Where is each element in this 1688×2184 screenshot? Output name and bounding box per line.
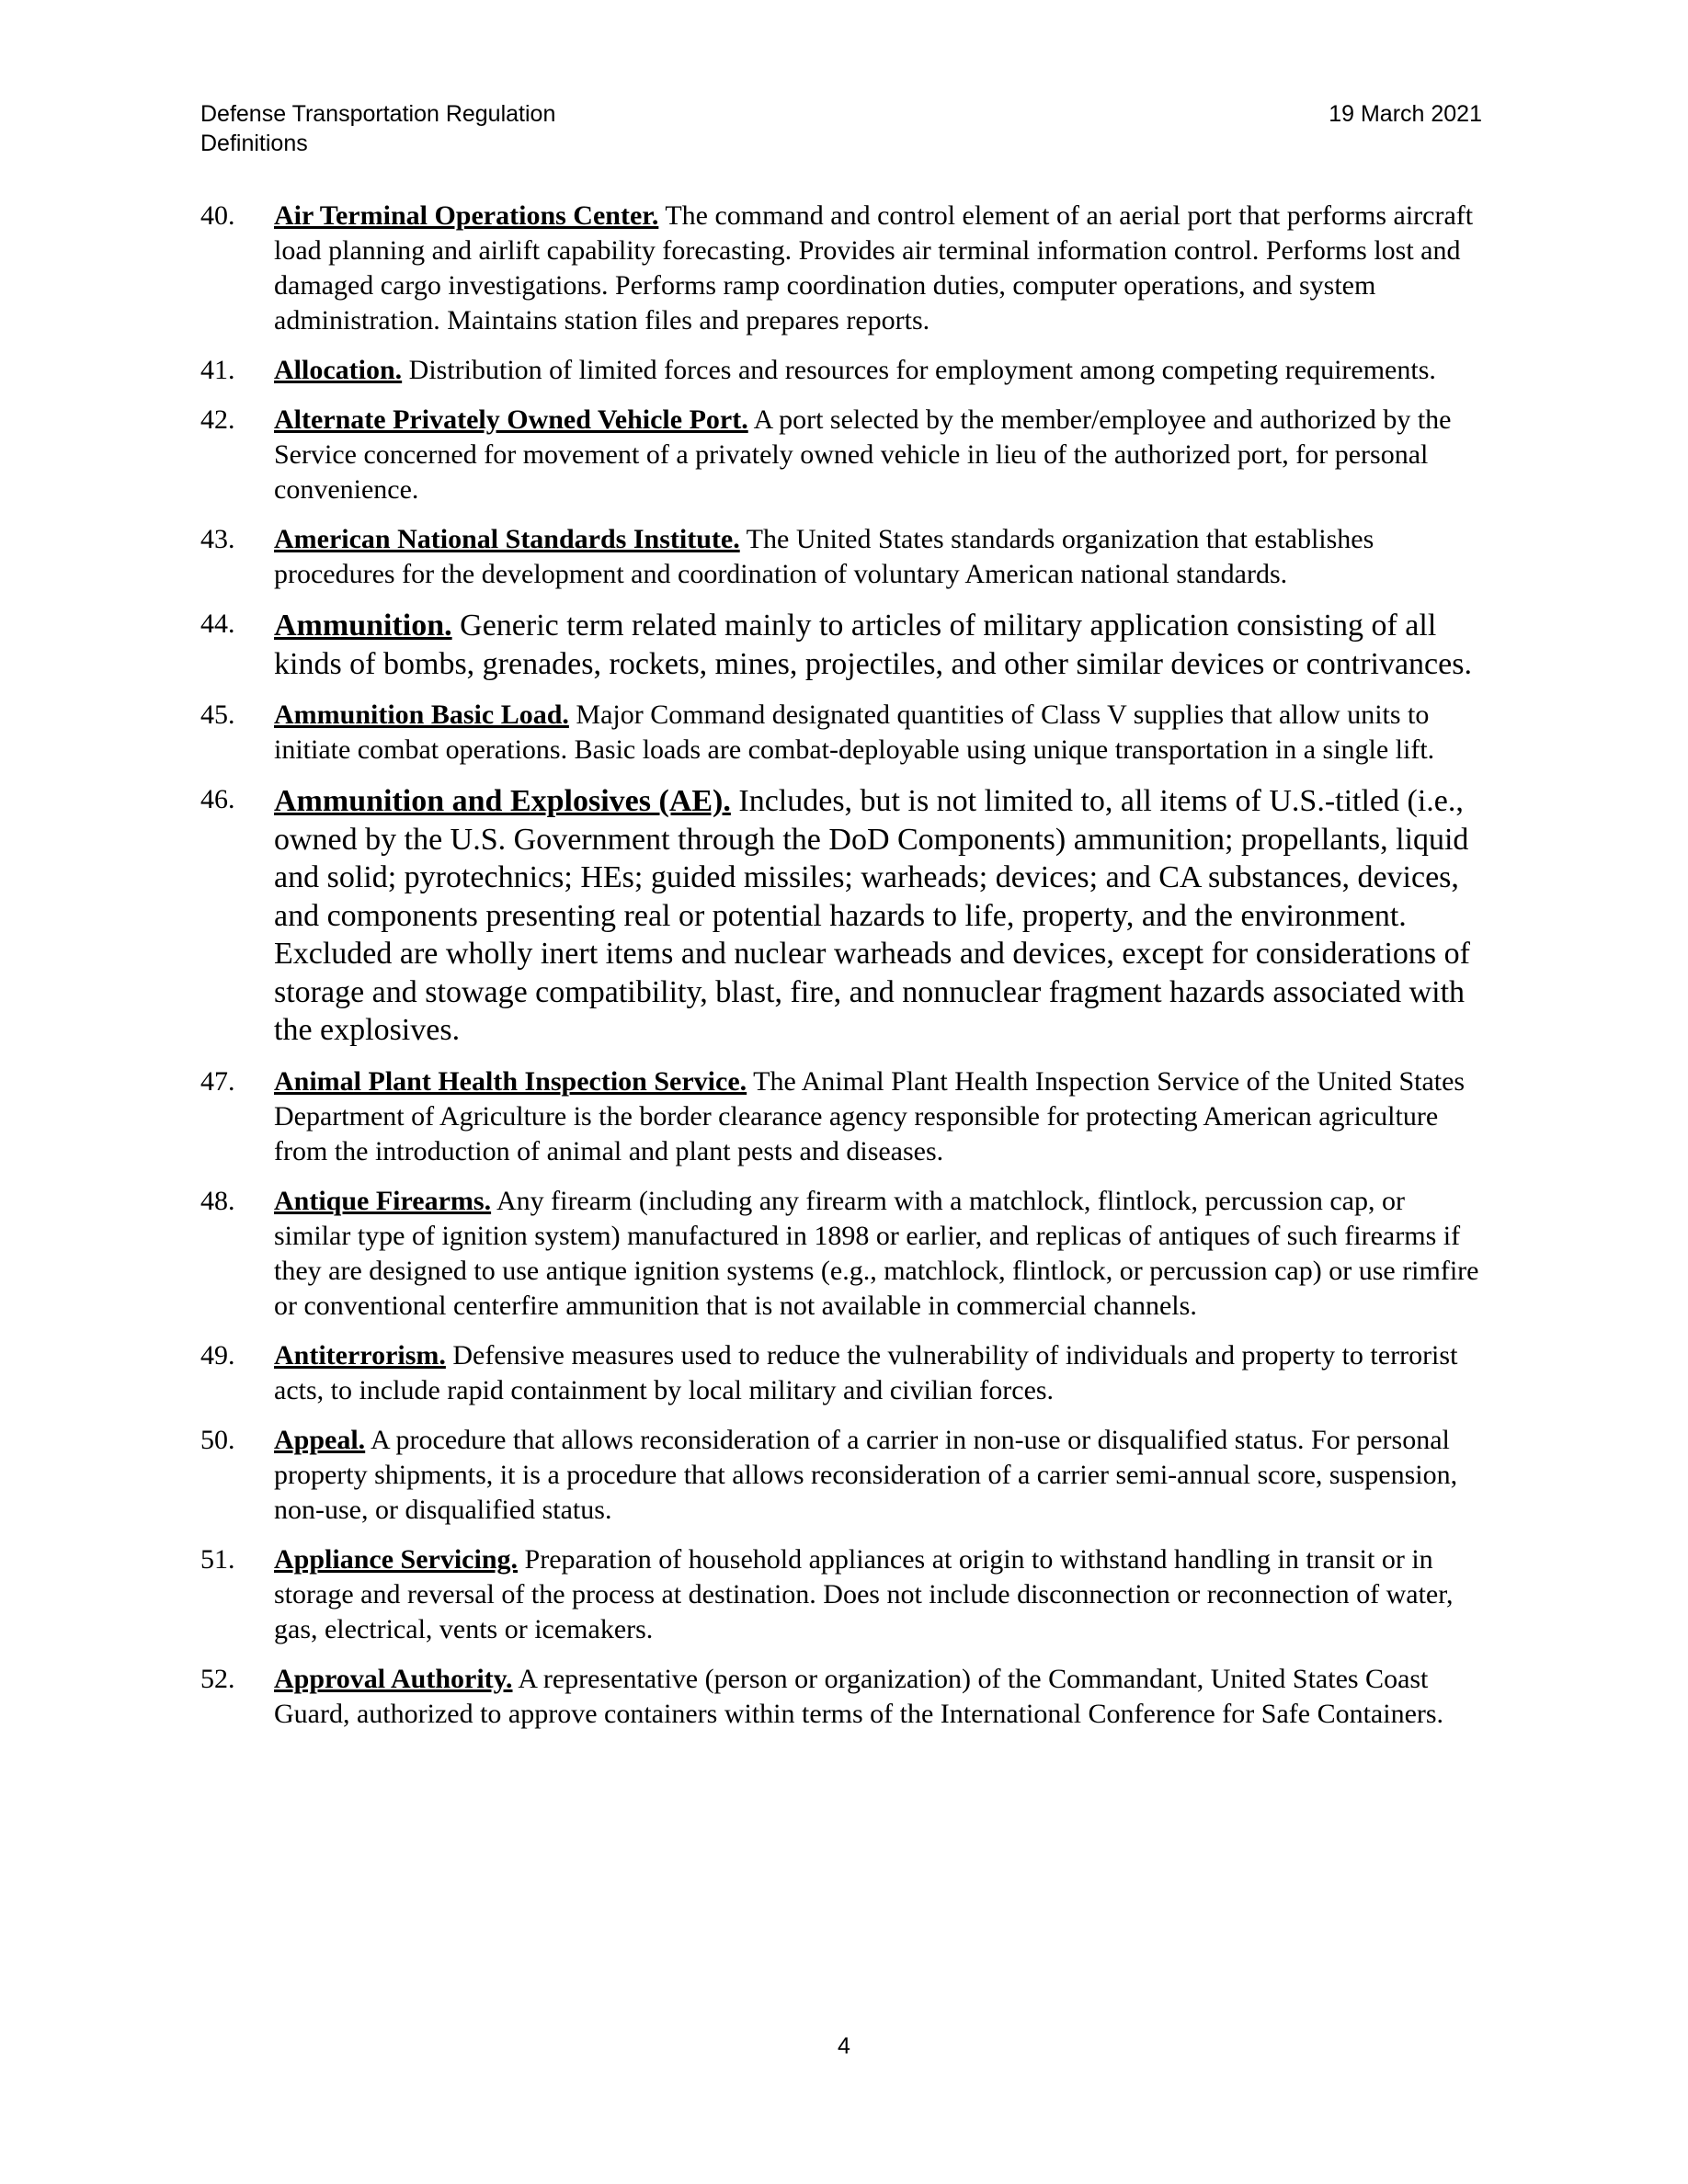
definition-item	[200, 1423, 1488, 1528]
definition-body	[274, 1064, 1488, 1169]
definition-text: The command and control element of an aerial port that performs aircraft load planning and airlift capability forecasting. Provides air terminal information control. Performs lost and damaged cargo investigations. Performs ramp coordination duties, computer operations, and system administration. Maintains station files and prepares reports.	[274, 200, 1474, 336]
definition-text: A procedure that allows reconsideration of a carrier in non-use or disqualified status. For personal property shipments, it is a procedure that allows reconsideration of a carrier semi-annual score, suspension, non-use, or disqualified status.	[274, 1424, 1458, 1525]
definition-number: 40.	[200, 200, 235, 231]
definition-item	[200, 1338, 1488, 1408]
definition-text: Preparation of household appliances at origin to withstand handling in transit or in storage and reversal of the process at destination. Does not include disconnection or reconnection of water, gas, electrical, vents or icemakers.	[274, 1543, 1454, 1644]
definition-number: 46.	[200, 784, 235, 814]
definition-number: 47.	[200, 1065, 235, 1097]
definition-term: Alternate Privately Owned Vehicle Port.	[274, 404, 748, 435]
definitions-list	[200, 199, 1488, 1746]
definition-body	[274, 698, 1488, 768]
definition-term: Ammunition.	[274, 609, 452, 643]
definition-item	[200, 1064, 1488, 1169]
definition-number: 44.	[200, 609, 235, 639]
definition-text: Distribution of limited forces and resources for employment among competing requirements.	[408, 355, 1436, 385]
definition-body	[274, 1338, 1488, 1408]
page-header-left	[200, 99, 555, 158]
definition-body	[274, 353, 1488, 388]
definition-body	[274, 607, 1488, 683]
definition-term: Ammunition Basic Load.	[274, 700, 569, 730]
definition-item	[200, 403, 1488, 507]
definition-text: The United States standards organization that establishes procedures for the development and coordination of voluntary American national standards.	[274, 524, 1374, 589]
definition-text: Includes, but is not limited to, all items of U.S.-titled (i.e., owned by the U.S. Government through the DoD Components) ammunition; propellants, liquid and solid; pyrotechnics; HEs; guided missiles; warheads; devices; and CA substances, devices, and components presenting real or potential hazards to life, property, and the environment. Excluded are wholly inert items and nuclear warheads and devices, except for considerations of storage and stowage compatibility, blast, fire, and nonnuclear fragment hazards associated with the explosives.	[274, 784, 1470, 1047]
definition-item	[200, 607, 1488, 683]
definition-text: Defensive measures used to reduce the vulnerability of individuals and property to terrorist acts, to include rapid containment by local military and civilian forces.	[274, 1339, 1458, 1405]
definition-item	[200, 522, 1488, 592]
definition-term: Allocation.	[274, 355, 403, 385]
section-title: Definitions	[200, 131, 308, 156]
definition-body	[274, 782, 1488, 1050]
definition-body	[274, 522, 1488, 592]
definition-item	[200, 1542, 1488, 1647]
definition-term: Animal Plant Health Inspection Service.	[274, 1065, 747, 1097]
definition-text: Major Command designated quantities of Class V supplies that allow units to initiate combat operations. Basic loads are combat-deployable using unique transportation in a single lift.	[274, 700, 1435, 765]
definition-number: 41.	[200, 355, 235, 385]
definition-text: Any firearm (including any firearm with a matchlock, flintlock, percussion cap, or similar type of ignition system) manufactured in 1898 or earlier, and replicas of antiques of such firearms if they are designed to use antique ignition systems (e.g., matchlock, flintlock, or percussion cap) or use rimfire or conventional centerfire ammunition that is not available in commercial channels.	[274, 1185, 1479, 1321]
definition-number: 51.	[200, 1543, 235, 1575]
definition-number: 50.	[200, 1424, 235, 1455]
definition-term: American National Standards Institute.	[274, 524, 740, 554]
page-number: 4	[838, 2033, 850, 2059]
definition-text: A port selected by the member/employee and authorized by the Service concerned for movement of a privately owned vehicle in lieu of the authorized port, for personal convenience.	[274, 404, 1452, 505]
definition-body	[274, 1423, 1488, 1528]
definition-term: Ammunition and Explosives (AE).	[274, 784, 731, 818]
definition-text: Generic term related mainly to articles of military application consisting of all kinds of bombs, grenades, rockets, mines, projectiles, and other similar devices or contrivances.	[274, 609, 1472, 681]
definition-item	[200, 782, 1488, 1050]
definition-body	[274, 1542, 1488, 1647]
definition-body	[274, 199, 1488, 338]
definition-item	[200, 1184, 1488, 1324]
definition-number: 49.	[200, 1339, 235, 1371]
definition-text: The Animal Plant Health Inspection Service of the United States Department of Agriculture is the border clearance agency responsible for protecting American agriculture from the introduction of animal and plant pests and diseases.	[274, 1065, 1466, 1166]
definition-number: 52.	[200, 1663, 235, 1694]
header-date: 19 March 2021	[1329, 101, 1482, 127]
definition-term: Appliance Servicing.	[274, 1543, 519, 1575]
definition-number: 45.	[200, 700, 235, 730]
definition-body	[274, 1184, 1488, 1324]
definition-term: Antique Firearms.	[274, 1185, 492, 1216]
definition-number: 42.	[200, 404, 235, 435]
definition-term: Appeal.	[274, 1424, 366, 1455]
definition-item	[200, 1662, 1488, 1732]
definition-item	[200, 199, 1488, 338]
document-title: Defense Transportation Regulation	[200, 101, 556, 127]
definition-term: Air Terminal Operations Center.	[274, 200, 659, 231]
definition-item	[200, 698, 1488, 768]
definition-term: Antiterrorism.	[274, 1339, 446, 1371]
definition-body	[274, 1662, 1488, 1732]
definition-number: 48.	[200, 1185, 235, 1216]
definition-text: A representative (person or organization) of the Commandant, United States Coast Guard, authorized to approve containers within terms of the International Conference for Safe Containers.	[274, 1663, 1444, 1729]
definition-number: 43.	[200, 524, 235, 554]
definition-item	[200, 353, 1488, 388]
definition-body	[274, 403, 1488, 507]
definition-term: Approval Authority.	[274, 1663, 513, 1694]
